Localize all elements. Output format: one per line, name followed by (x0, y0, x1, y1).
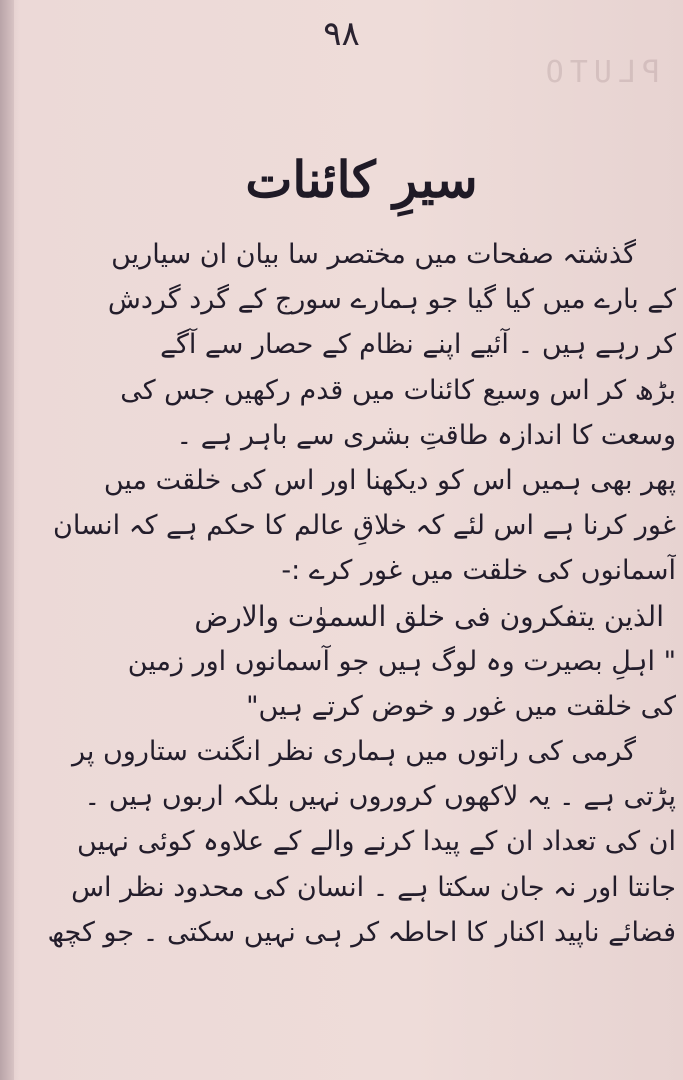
text-line: جانتا اور نہ جان سکتا ہے ۔ انسان کی محدود نظر اس (71, 871, 676, 903)
text-line: گذشتہ صفحات میں مختصر سا بیان ان سیاریں (111, 239, 636, 270)
text-line: " اہلِ بصیرت وہ لوگ ہیں جو آسمانوں اور زمین (127, 645, 676, 677)
body-text (8, 232, 676, 955)
text-line: بڑھ کر اس وسیع کائنات میں قدم رکھیں جس کی (120, 374, 676, 406)
text-line: کر رہے ہیں ۔ آئیے اپنے نظام کے حصار سے آگے (160, 329, 676, 361)
text-line: پھر بھی ہمیں اس کو دیکھنا اور اس کی خلقت میں (103, 464, 676, 496)
text-line: غور کرنا ہے اس لئے کہ خلاقِ عالم کا حکم ہے کہ انسان (53, 510, 676, 542)
text-line: آسمانوں کی خلقت میں غور کرے :- (281, 555, 676, 587)
text-line: وسعت کا اندازہ طاقتِ بشری سے باہر ہے ۔ (176, 419, 676, 451)
quranic-verse: الذین یتفکرون فی خلق السموٰت والارض (194, 599, 664, 633)
text-line: پڑتی ہے ۔ یہ لاکھوں کروروں نہیں بلکہ اربوں ہیں ۔ (84, 781, 676, 813)
page-title: سیرِ کائنات (245, 150, 478, 209)
text-line: کے بارے میں کیا گیا جو ہمارے سورج کے گرد گردش (107, 284, 676, 316)
page-number: ٩٨ (323, 14, 360, 54)
text-line: گرمی کی راتوں میں ہماری نظر انگنت ستاروں پر (71, 736, 636, 768)
text-line: کی خلقت میں غور و خوض کرتے ہیں" (246, 690, 676, 722)
bleed-through-text: PLUTO (539, 55, 660, 90)
text-line: فضائے ناپید اکنار کا احاطہ کر ہی نہیں سکتی ۔ جو کچھ (47, 916, 676, 948)
text-line: ان کی تعداد ان کے پیدا کرنے والے کے علاوہ کوئی نہیں (77, 826, 676, 858)
